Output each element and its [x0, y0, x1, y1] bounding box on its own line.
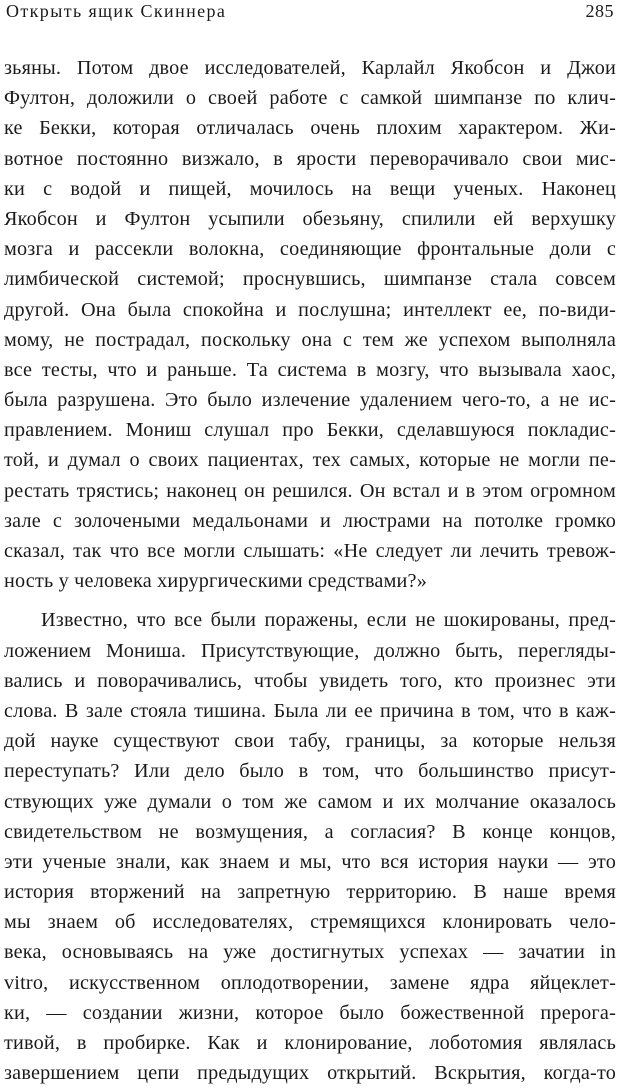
text-line: все тесты, что и раньше. Та система в мозгу, что вызывала хаос,: [4, 358, 616, 381]
text-line: vitro, искусственном оплодотворении, замене ядра яйцеклет-: [4, 971, 616, 994]
text-line: история вторжений на запретную территорию. В наше время: [4, 881, 616, 904]
running-header: [6, 0, 614, 24]
text-line: ки с водой и пищей, мочилось на вещи ученых. Наконец: [4, 177, 616, 200]
text-line: ке Бекки, которая отличалась очень плохим характером. Жи-: [4, 117, 616, 140]
text-line: слова. В зале стояла тишина. Была ли ее причина в том, что в каж-: [4, 699, 616, 722]
text-line: ствующих уже думали о том же самом и их молчание оказалось: [4, 790, 616, 813]
text-line: ложением Мониша. Присутствующие, должно быть, перегляды-: [4, 639, 616, 662]
text-line: эти ученые знали, как знаем и мы, что вся история науки — это: [4, 850, 616, 873]
text-line: свидетельством не возмущения, а согласия? В конце концов,: [4, 820, 616, 843]
text-line: мому, не пострадал, поскольку она с тем же успехом выполняла: [4, 328, 616, 351]
text-line: лимбической системой; проснувшись, шимпанзе стала совсем: [4, 268, 616, 291]
page-number: 285: [585, 1, 614, 21]
body-text: [4, 53, 616, 1088]
paragraph: [4, 53, 616, 596]
paragraph-gap: [4, 596, 616, 605]
running-title: Открыть ящик Скиннера: [6, 1, 227, 21]
text-line: зале с золочеными медальонами и люстрами на потолке громко: [4, 509, 616, 532]
text-line: той, и думал о своих пациентах, тех самых, которые не могли пе-: [4, 449, 616, 472]
text-line: вотное постоянно визжало, в ярости переворачивало свои мис-: [4, 147, 616, 170]
text-line: мы знаем об исследователях, стремящихся клонировать чело-: [4, 911, 616, 934]
text-line: зьяны. Потом двое исследователей, Карлайл Якобсон и Джои: [4, 57, 616, 79]
text-line: рестать трястись; наконец он решился. Он встал и в этом огромном: [4, 479, 616, 502]
paragraph: [4, 605, 616, 1088]
text-line: переступать? Или дело было в том, что большинство присут-: [4, 760, 616, 783]
text-line: завершением цепи предыдущих открытий. Вскрытия, когда-то: [4, 1062, 616, 1085]
text-line: тивой, в пробирке. Как и клонирование, лоботомия являлась: [4, 1032, 616, 1054]
text-line: Известно, что все были поражены, если не шокированы, пред-: [41, 609, 616, 632]
text-line: другой. Она была спокойна и послушна; интеллект ее, по-види-: [4, 298, 616, 321]
text-line: правлением. Мониш слушал про Бекки, сделавшуюся покладис-: [4, 419, 616, 442]
text-line: мозга и рассекли волокна, соединяющие фронтальные доли с: [4, 238, 616, 261]
text-line: Фултон, доложили о своей работе с самкой шимпанзе по клич-: [4, 87, 616, 110]
text-line: ность у человека хирургическими средствами?»: [4, 570, 428, 593]
text-line: ки, — создании жизни, которое было божественной прерога-: [4, 1001, 616, 1024]
text-line: сказал, так что все могли слышать: «Не следует ли лечить тревож-: [4, 540, 616, 562]
text-line: века, основываясь на уже достигнутых успехах — зачатии in: [4, 941, 616, 964]
text-line: дой науке существуют свои табу, границы, за которые нельзя: [4, 730, 616, 753]
text-line: вались и поворачивались, чтобы увидеть того, кто произнес эти: [4, 669, 616, 692]
text-line: была разрушена. Это было излечение удалением чего-то, а не ис-: [4, 389, 616, 412]
text-line: Якобсон и Фултон усыпили обезьяну, спилили ей верхушку: [4, 207, 616, 230]
